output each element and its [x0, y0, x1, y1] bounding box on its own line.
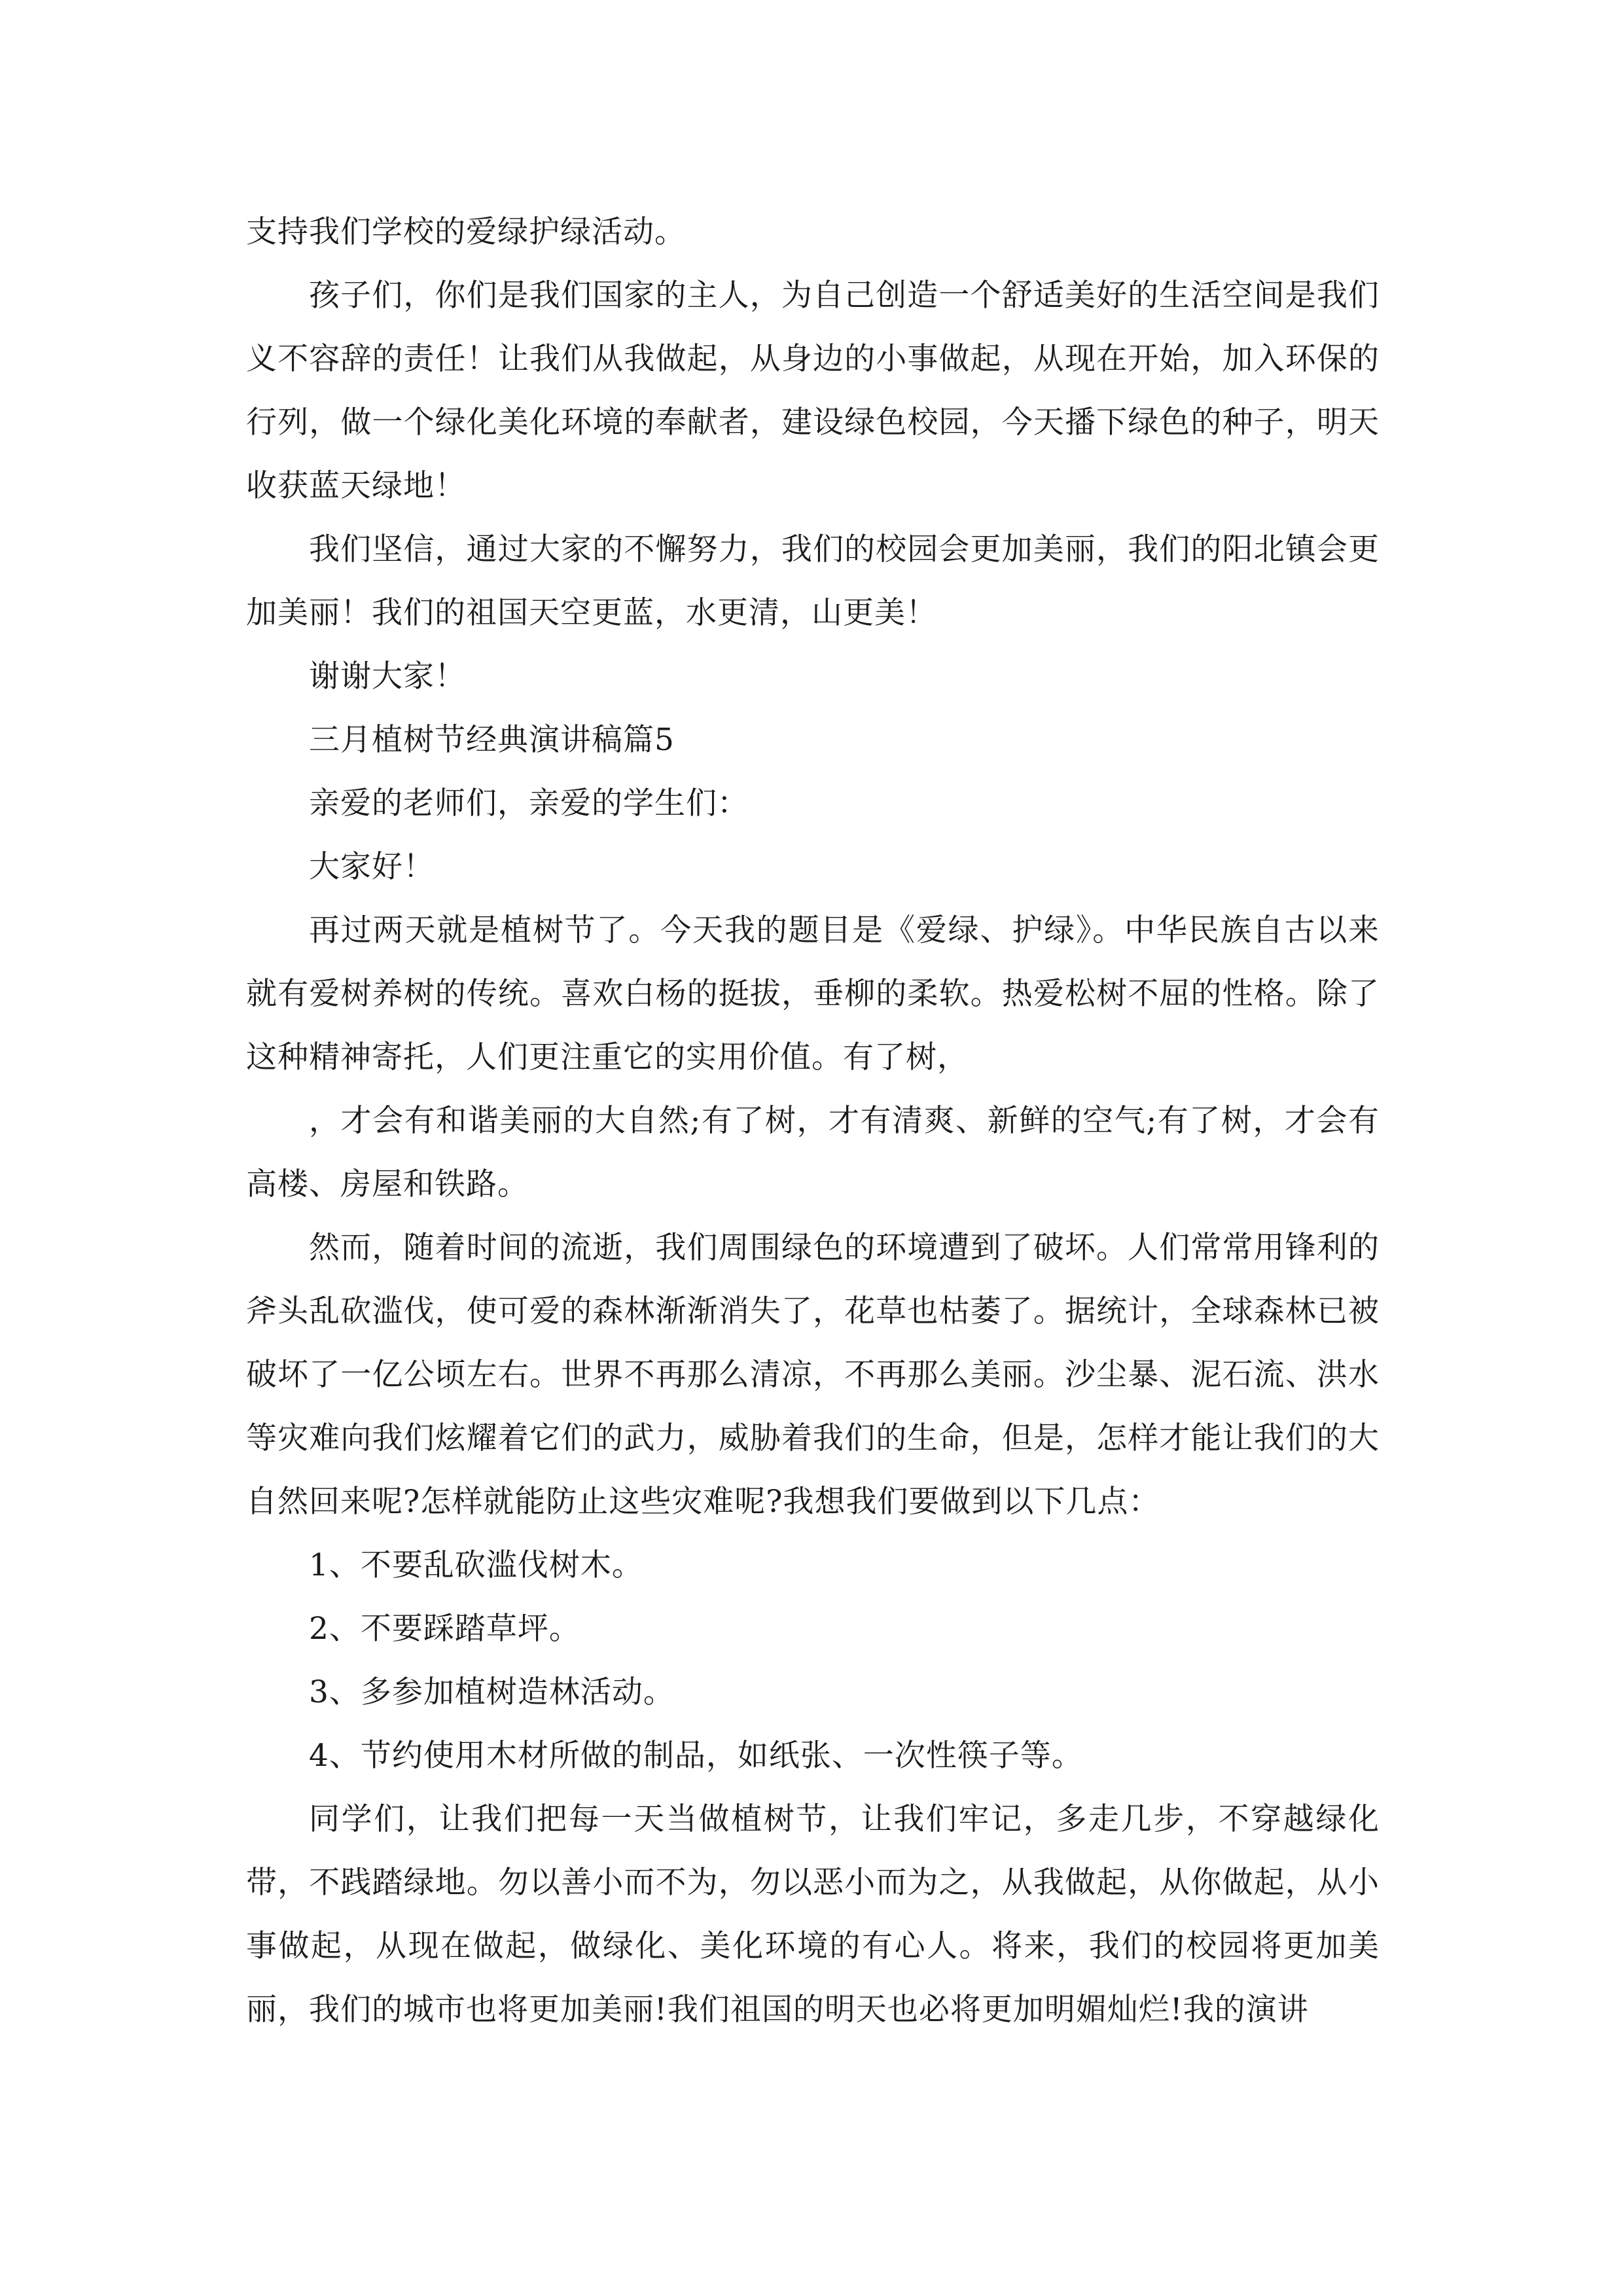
paragraph-1: 支持我们学校的爱绿护绿活动。 [246, 214, 686, 250]
salutation: 亲爱的老师们，亲爱的学生们： [309, 785, 749, 821]
list-item-3: 3、多参加植树造林活动。 [309, 1674, 675, 1710]
paragraph-3: 我们坚信，通过大家的不懈努力，我们的校园会更加美丽，我们的阳北镇会更加美丽！我们的祖国天空更蓝，水更清，山更美！ [246, 531, 1380, 631]
paragraph-8: 再过两天就是植树节了。今天我的题目是《爱绿、护绿》。中华民族自古以来就有爱树养树的传统。喜欢白杨的挺拔，垂柳的柔软。热爱松树不屈的性格。除了这种精神寄托，人们更注重它的实用价值。有了树， [246, 912, 1380, 1075]
list-item-2: 2、不要踩踏草坪。 [309, 1611, 580, 1647]
section-heading: 三月植树节经典演讲稿篇5 [309, 722, 675, 758]
greeting: 大家好！ [309, 849, 435, 885]
list-item-4: 4、节约使用木材所做的制品，如纸张、一次性筷子等。 [309, 1738, 1083, 1774]
paragraph-9: ，才会有和谐美丽的大自然;有了树，才有清爽、新鲜的空气;有了树，才会有高楼、房屋和铁路。 [246, 1103, 1380, 1202]
document-body [246, 200, 1380, 2041]
paragraph-15: 同学们，让我们把每一天当做植树节，让我们牢记，多走几步，不穿越绿化带，不践踏绿地。勿以善小而不为，勿以恶小而为之，从我做起，从你做起，从小事做起，从现在做起，做绿化、美化环境的有心人。将来，我们的校园将更加美丽，我们的城市也将更加美丽!我们祖国的明天也必将更加明媚灿烂!我的演讲 [246, 1801, 1380, 2028]
list-item-1: 1、不要乱砍滥伐树木。 [309, 1547, 643, 1583]
paragraph-4: 谢谢大家！ [309, 658, 466, 694]
paragraph-2: 孩子们，你们是我们国家的主人，为自己创造一个舒适美好的生活空间是我们义不容辞的责任！让我们从我做起，从身边的小事做起，从现在开始，加入环保的行列，做一个绿化美化环境的奉献者，建设绿色校园，今天播下绿色的种子，明天收获蓝天绿地！ [246, 278, 1380, 504]
paragraph-10: 然而，随着时间的流逝，我们周围绿色的环境遭到了破坏。人们常常用锋利的斧头乱砍滥伐，使可爱的森林渐渐消失了，花草也枯萎了。据统计，全球森林已被破坏了一亿公顷左右。世界不再那么清凉，不再那么美丽。沙尘暴、泥石流、洪水等灾难向我们炫耀着它们的武力，威胁着我们的生命，但是，怎样才能让我们的大自然回来呢?怎样就能防止这些灾难呢?我想我们要做到以下几点： [246, 1230, 1380, 1520]
